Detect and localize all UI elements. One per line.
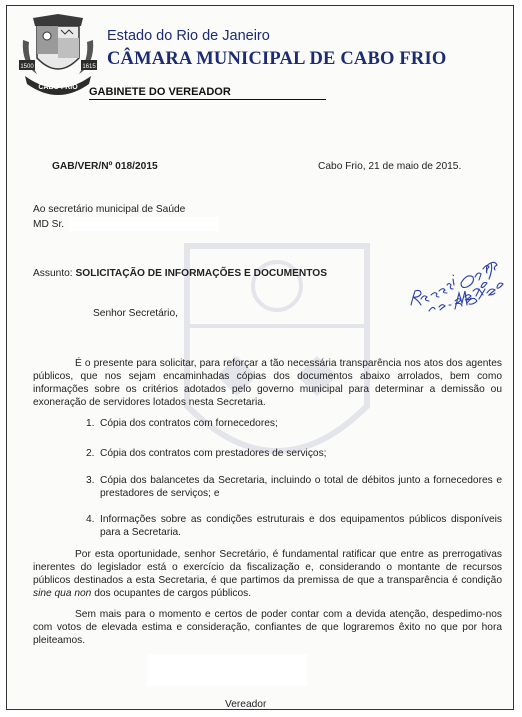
body-paragraph-3: Sem mais para o momento e certos de poder contar com a devida atenção, despedimo-nos com votos de elevada estima e consideração, confiantes de que lograremos êxito no que por hora pleiteamos. bbox=[33, 609, 502, 646]
cabinet-title: GABINETE DO VEREADOR bbox=[89, 86, 326, 100]
list-item bbox=[86, 417, 502, 430]
list-item-text: Cópia dos balancetes da Secretaria, incluindo o total de débitos junto a fornecedores e prestadores de serviços; e bbox=[100, 475, 502, 499]
paragraph-2-ending: dos ocupantes de cargos públicos. bbox=[91, 588, 252, 599]
handwritten-receipt-stamp bbox=[405, 221, 513, 316]
subject-line bbox=[33, 267, 327, 280]
signature-title: Vereador bbox=[225, 699, 267, 710]
letter-page bbox=[6, 5, 514, 710]
subject-label: Assunto: bbox=[33, 268, 73, 279]
list-item bbox=[86, 513, 502, 539]
date-line: Cabo Frio, 21 de maio de 2015. bbox=[318, 161, 462, 172]
list-item-number: 3. bbox=[86, 475, 95, 486]
subject-text: SOLICITAÇÃO DE INFORMAÇÕES E DOCUMENTOS bbox=[75, 268, 327, 279]
redacted-signature bbox=[147, 654, 307, 686]
list-item-text: Informações sobre as condições estruturais e dos equipamentos públicos disponíveis para a Secretaria. bbox=[100, 514, 502, 538]
paragraph-2-text: Por esta oportunidade, senhor Secretário, é fundamental ratificar que entre as prerrogativas inerentes do legislador está o exercício da fiscalização e, considerando o montante de recursos públicos destinados a esta Secretaria, é que partimos da premissa de que a transparência é condição bbox=[33, 549, 502, 586]
list-item bbox=[86, 474, 502, 500]
crest-watermark-icon bbox=[157, 206, 397, 506]
list-item-number: 4. bbox=[86, 514, 95, 525]
recipient-line: Ao secretário municipal de Saúde bbox=[33, 204, 186, 215]
body-paragraph-1: É o presente para solicitar, para reforçar a tão necessária transparência nos atos dos agentes públicos, que nos sejam encaminhadas cópias dos documentos abaixo arrolados, bem como informações sobre os critérios adotados pelo governo municipal para determinar a demissão ou exoneração de servidores lotados nesta Secretaria. bbox=[33, 358, 502, 408]
list-item-number: 2. bbox=[86, 448, 95, 459]
crest-year-right: 1615 bbox=[82, 64, 96, 70]
crest-ribbon-text: CABO FRIO bbox=[38, 84, 78, 91]
recipient-name-line: MD Sr. bbox=[33, 219, 65, 230]
latin-phrase: sine qua non bbox=[33, 588, 92, 599]
chamber-name: CÂMARA MUNICIPAL DE CABO FRIO bbox=[107, 49, 447, 69]
list-item bbox=[86, 447, 502, 460]
list-item-text: Cópia dos contratos com fornecedores; bbox=[100, 418, 278, 429]
list-item-text: Cópia dos contratos com prestadores de serviços; bbox=[100, 448, 327, 459]
greeting: Senhor Secretário, bbox=[93, 308, 178, 319]
body-paragraph-2 bbox=[33, 548, 502, 600]
document-reference: GAB/VER/Nº 018/2015 bbox=[52, 161, 158, 172]
list-item-number: 1. bbox=[86, 418, 95, 429]
coat-of-arms-icon bbox=[19, 14, 97, 96]
crest-year-left: 1500 bbox=[20, 64, 34, 70]
redacted-name bbox=[69, 217, 219, 231]
state-name: Estado do Rio de Janeiro bbox=[107, 28, 270, 44]
